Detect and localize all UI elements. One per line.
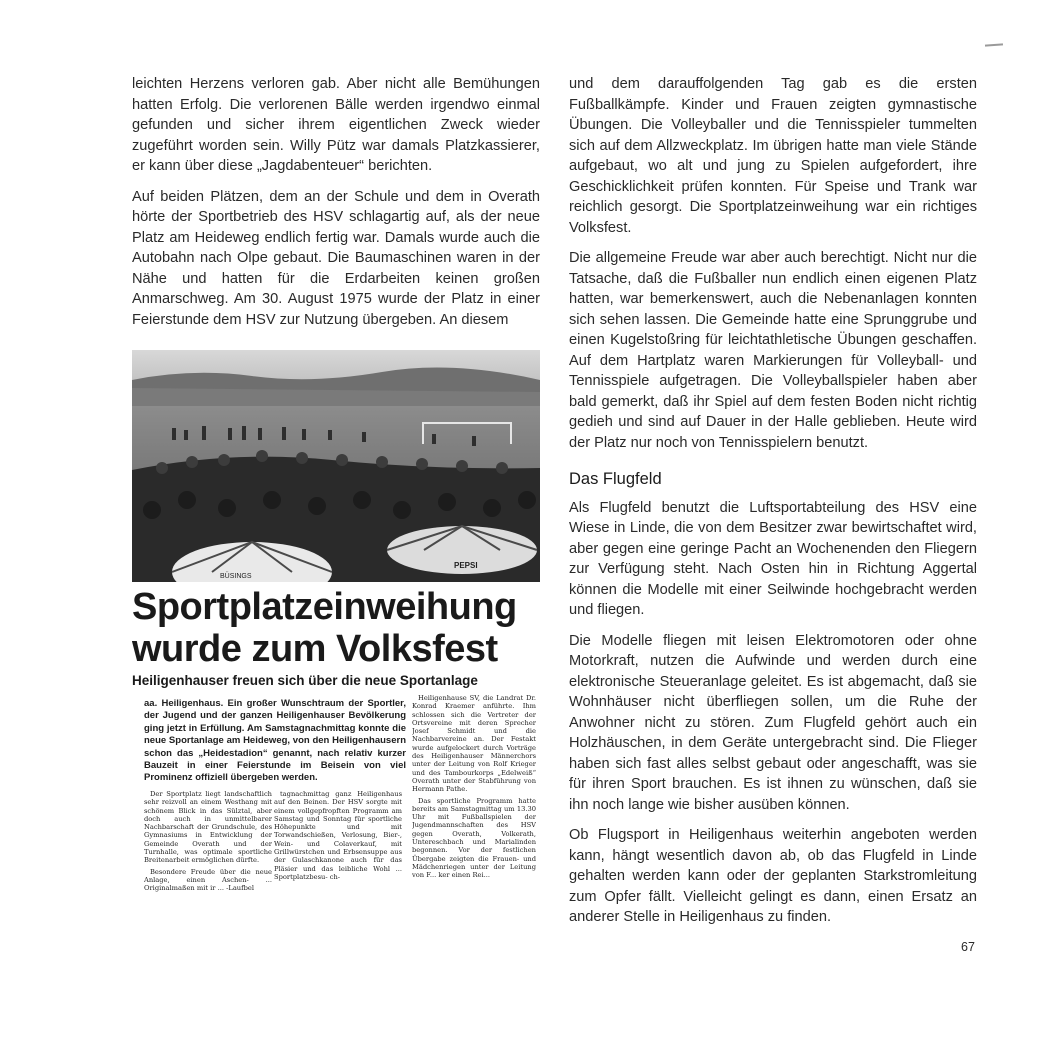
flugfeld-paragraph-1: Als Flugfeld benutzt die Luftsportabteilung des HSV eine Wiese in Linde, die von dem Besitzer zwar bewirtschaftet wird, aber gegen eine geringe Pacht an Wochenenden den Fliegern zur Verfügung steht. Nach Osten hin in Richtung Aggertal können die Modelle mit einer Seilwinde hochgebracht werden und fliegen. <box>569 499 977 618</box>
crowd-photo <box>132 350 540 582</box>
clipping-lead-text: Ein großer Wunschtraum der Sportler, der Jugend und der ganzen Heiligenhauser Bevölkerung ging jetzt in Erfüllung. Am Samstagnachmittag konnte die neue Sportanlage am Heideweg, von den Heiligenhausern schon das „Heidestadion“ genannt, nach relativ kurzer Bauzeit in einer Feierstunde im Beisein von viel Prominenz offiziell übergeben werden. <box>144 698 406 784</box>
right-paragraph-1: und dem darauffolgenden Tag gab es die ersten Fußballkämpfe. Kinder und Frauen zeigten gymnastische Übungen. Die Volleyballer und die Tennisspieler tummelten sich auf dem Allzweckplatz. Im übrigen hatte man viele Stände aufgebaut, wo alt und jung zu Spielen aufgefordert, ihre Geschicklichkeit prüfen konnten. Für Speise und Trank war reichlich gesorgt. Die Sportplatzeinweihung war ein richtiges Volksfest. <box>569 76 977 236</box>
clipping-column-3 <box>412 694 536 922</box>
umbrella-text-2: PEPSI <box>454 561 478 570</box>
clipping-subheadline: Heiligenhauser freuen sich über die neue Sportanlage <box>132 673 478 688</box>
headline-line-1: Sportplatzeinweihung <box>132 586 517 628</box>
clipping-col3-paragraph-2: Das sportliche Programm hatte bereits am Samstagmittag um 13.30 Uhr mit Fußballspielen der Jugendmannschaften des HSV gegen Overath, Volkerath, Untereschbach und Marialinden begonnen. Vor der festlichen Übergabe zeigten die Frauen- und Mädchenriegen unter der Leitung von F... ker einen Rei... <box>412 796 536 880</box>
clipping-column-2 <box>274 790 402 922</box>
section-heading-flugfeld: Das Flugfeld <box>569 470 662 488</box>
flugfeld-paragraph-2: Die Modelle fliegen mit leisen Elektromotoren oder ohne Motorkraft, nutzen die Aufwinde und werden durch eine elektronische Steueranlage geleitet. Es ist abgemacht, daß sie Wohnhäuser nicht überfliegen sollen, um die Ruhe der Anwohner nicht zu stören. Zum Flugfeld gehört auch ein Holzhäuschen, in dem Geräte untergebracht sind. Die Flieger haben sich fast alles selbst gebaut oder angeschafft, was sie für ihren Sport brauchen. Es ist ihnen zu wünschen, daß sie ihn noch lange wie bisher ausüben können. <box>569 632 977 813</box>
clipping-col1-paragraph-2: Besondere Freude über die neue Anlage, einen Aschen- ... Originalmaßen mit ir ... -Laufbel <box>144 867 272 893</box>
left-paragraph-1: leichten Herzens verloren gab. Aber nicht alle Bemühungen hatten Erfolg. Die verlorenen Bälle werden irgendwo einmal gefunden und sicher ihrem eigentlichen Zweck wieder zugeführt worden sein. Willy Pütz war damals Platzkassierer, er kann über diese „Jagdabenteuer“ berichten. <box>132 76 540 174</box>
clipping-lead <box>144 698 406 785</box>
clipping-body <box>144 694 536 922</box>
right-paragraph-2: Die allgemeine Freude war aber auch berechtigt. Nicht nur die Tatsache, daß die Fußballer nun endlich einen eigenen Platz hatten, war bemerkenswert, auch die Nebenanlagen konnten sich sehen lassen. Die Gemeinde hatte eine Sprunggrube und einen Kugelstoßring für leichtathletische Übungen geschaffen. Auf dem Hartplatz waren Markierungen für Volleyball- und Tennisspiele aufgetragen. Die Volleyballspieler haben aber bald gemerkt, daß ihr Spiel auf dem festen Boden nicht richtig gedieh und sind auf Dauer in der Halle geblieben. Heute wird der Platz nur noch von Tennisspielern benutzt. <box>569 250 977 451</box>
crowd-photo-drawing <box>132 350 540 582</box>
clipping-col3-paragraph-1: Heiligenhause SV, die Landrat Dr. Konrad Kraemer anführte. Ihm schlossen sich die Vertreter der Ortsvereine mit deren Sprecher Josef Schmidt und die Nachbarvereine an. Der Festakt wurde aufgelockert durch Vorträge des Heiligenhauser Männerchors unter der Leitung von Rolf Krieger und des Tambourkorps „Edelweiß“ Overath unter der Stabführung von Hermann Pathe. <box>412 694 536 794</box>
clipping-headline <box>132 586 517 670</box>
umbrella-text-1: BÜSINGS <box>220 573 252 580</box>
clipping-col2-paragraph-1: tagnachmittag ganz Heiligenhaus auf den Beinen. Der HSV sorgte mit einem vollgepfropften Programm am Samstag und Sonntag für sportliche Höhepunkte und mit Torwandschießen, Verlosung, Bier-, Wein- und Colaverkauf, mit Grillwürstchen und Erbsensuppe aus der Gulaschkanone auch für das Pläsier und das leibliche Wohl ... Sportplatzbesu- ch- <box>274 790 402 881</box>
left-paragraph-2: Auf beiden Plätzen, dem an der Schule und dem in Overath hörte der Sportbetrieb des HSV schlagartig auf, als der neue Platz am Heideweg endlich fertig war. Damals wurde auch die Autobahn nach Olpe gebaut. Die Baumaschinen waren in der Nähe und hatten für die Erdarbeiten keinen großen Anmarschweg. Am 30. August 1975 wurde der Platz in einer Feierstunde dem HSV zur Nutzung übergeben. An diesem <box>132 188 540 328</box>
flugfeld-paragraph-3: Ob Flugsport in Heiligenhaus weiterhin angeboten werden kann, hängt wesentlich davon ab, ob das Flugfeld in Linde gehalten werden kann oder der geplanten Starkstromleitung zum Opfer fällt. Vielleicht gelingt es dann, einen Ersatz an anderer Stelle in Heiligenhaus zu finden. <box>569 827 977 925</box>
clipping-dateline: aa. Heiligenhaus. <box>144 698 224 709</box>
headline-line-2: wurde zum Volksfest <box>132 628 498 670</box>
page-number: 67 <box>961 940 975 954</box>
left-text-column <box>132 74 540 340</box>
newspaper-clipping <box>132 582 540 922</box>
scan-edge-mark <box>985 43 1003 46</box>
right-text-column <box>569 74 977 938</box>
clipping-col1-paragraph-1: Der Sportplatz liegt landschaftlich sehr reizvoll an einem Westhang mit schönem Blick in das Sülztal, aber doch auch in unmittelbarer Nachbarschaft der Grundschule, des Gymnasiums in Entwicklung der Gemeinde Overath und der Turnhalle, was optimale sportliche Breitenarbeit ermöglichen dürfte. <box>144 790 272 865</box>
clipping-column-1 <box>144 790 272 922</box>
